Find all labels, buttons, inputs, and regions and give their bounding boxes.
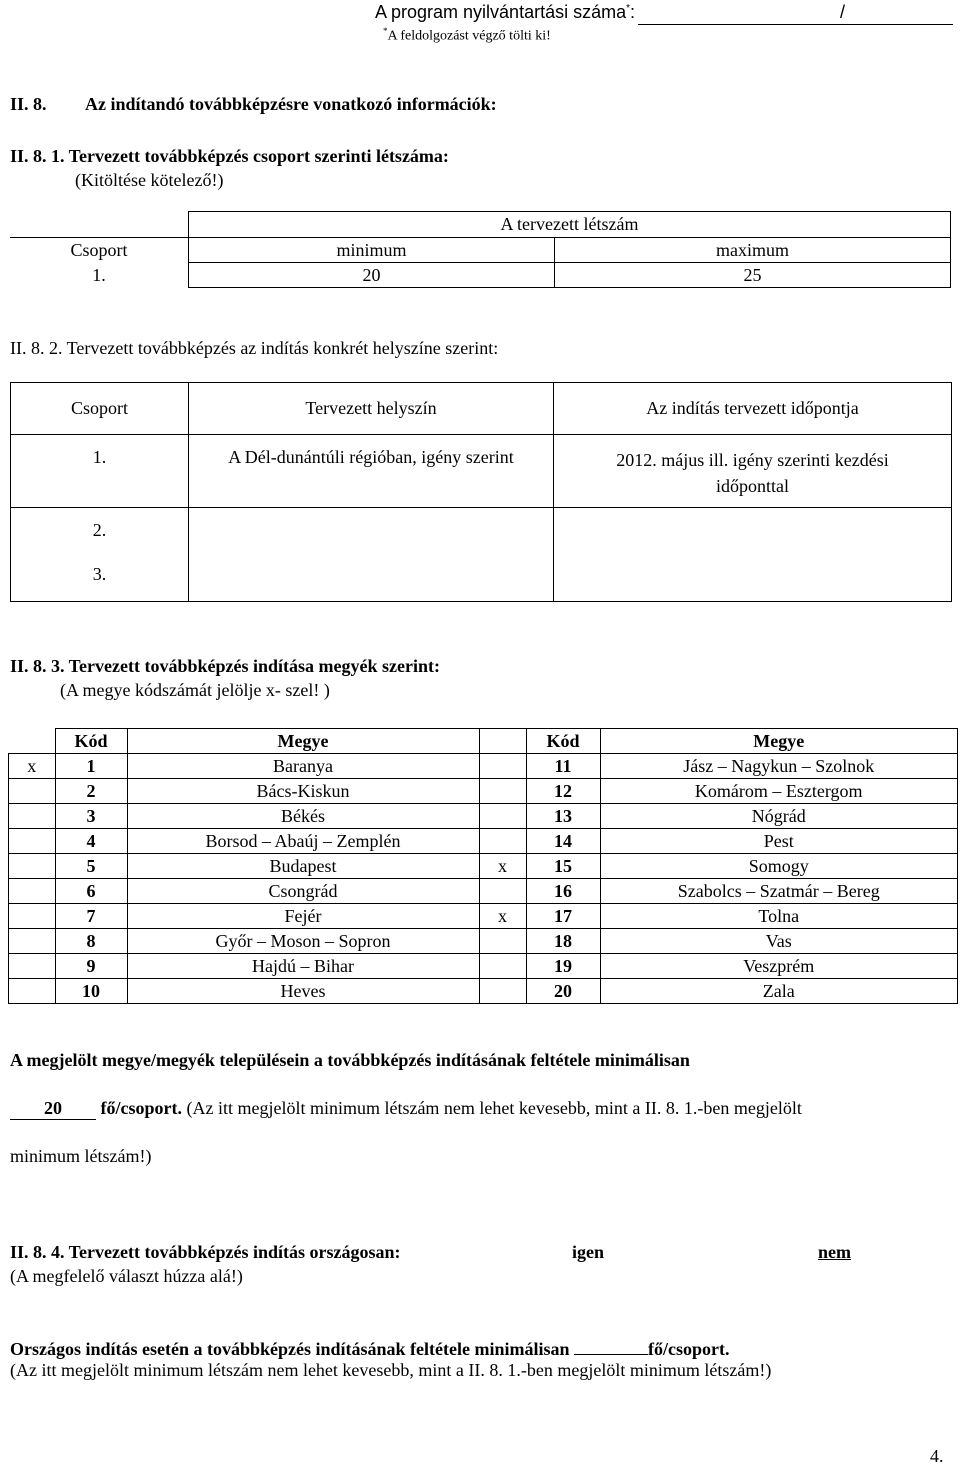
condition-note-a: (Az itt megjelölt minimum létszám nem lehet kevesebb, mint a II. 8. 1.-ben megjelölt	[186, 1098, 802, 1118]
county-name-cell: Veszprém	[600, 954, 958, 979]
col-county-1: Megye	[127, 729, 479, 754]
mark-cell[interactable]	[479, 879, 526, 904]
county-name-cell: Győr – Moson – Sopron	[127, 929, 479, 954]
code-cell: 4	[55, 829, 127, 854]
national-unit: fő/csoport.	[648, 1339, 730, 1359]
mark-cell[interactable]	[9, 904, 56, 929]
county-name-cell: Jász – Nagykun – Szolnok	[600, 754, 958, 779]
code-cell: 5	[55, 854, 127, 879]
program-number-field[interactable]	[638, 2, 953, 25]
code-cell: 10	[55, 979, 127, 1004]
mark-cell[interactable]: x	[479, 904, 526, 929]
min-headcount-value[interactable]: 20	[10, 1098, 96, 1120]
county-row	[9, 979, 958, 1004]
county-name-cell: Zala	[600, 979, 958, 1004]
mark-cell[interactable]	[9, 929, 56, 954]
code-cell: 14	[526, 829, 600, 854]
code-cell: 17	[526, 904, 600, 929]
code-cell: 18	[526, 929, 600, 954]
county-name-cell: Vas	[600, 929, 958, 954]
col-start-time: Az indítás tervezett időpontja	[554, 383, 952, 435]
code-cell: 2	[55, 779, 127, 804]
row-group: 1.	[10, 263, 189, 288]
mark-cell[interactable]	[9, 979, 56, 1004]
col-code-2: Kód	[526, 729, 600, 754]
mark-cell[interactable]	[479, 754, 526, 779]
mark-cell[interactable]	[479, 804, 526, 829]
mark-cell[interactable]	[479, 954, 526, 979]
option-no[interactable]: nem	[818, 1242, 851, 1262]
planned-headcount-header: A tervezett létszám	[189, 212, 951, 238]
county-name-cell: Bács-Kiskun	[127, 779, 479, 804]
county-row	[9, 754, 958, 779]
county-row	[9, 779, 958, 804]
county-name-cell: Csongrád	[127, 879, 479, 904]
national-condition-text: Országos indítás esetén a továbbképzés indításának feltétele minimálisan	[10, 1339, 570, 1359]
section-8-1-title: II. 8. 1. Tervezett továbbképzés csoport szerinti létszáma:	[10, 146, 449, 166]
code-cell: 20	[526, 979, 600, 1004]
page-number: 4.	[930, 1446, 944, 1466]
condition-note-b: minimum létszám!)	[10, 1146, 152, 1166]
mark-cell[interactable]	[479, 979, 526, 1004]
county-name-cell: Borsod – Abaúj – Zemplén	[127, 829, 479, 854]
county-name-cell: Baranya	[127, 754, 479, 779]
program-number-text: A program nyilvántartási száma	[375, 2, 627, 22]
mark-cell[interactable]: x	[479, 854, 526, 879]
code-cell: 9	[55, 954, 127, 979]
col-group: Csoport	[11, 383, 189, 435]
program-number-slash: /	[840, 2, 846, 22]
location-row-3-group: 3.	[92, 564, 107, 584]
location-table	[10, 382, 952, 602]
county-name-cell: Fejér	[127, 904, 479, 929]
processing-note	[383, 26, 551, 45]
code-cell: 19	[526, 954, 600, 979]
condition-text: A megjelölt megye/megyék településein a továbbképzés indításának feltétele minimálisan	[10, 1050, 690, 1070]
county-name-cell: Szabolcs – Szatmár – Bereg	[600, 879, 958, 904]
condition-line	[10, 1098, 802, 1120]
code-cell: 3	[55, 804, 127, 829]
county-row	[9, 829, 958, 854]
row-minimum[interactable]: 20	[189, 263, 555, 288]
mark-cell[interactable]	[9, 854, 56, 879]
county-name-cell: Somogy	[600, 854, 958, 879]
county-name-cell: Budapest	[127, 854, 479, 879]
section-8-3-title: II. 8. 3. Tervezett továbbképzés indítása megyék szerint:	[10, 656, 440, 676]
mark-cell[interactable]	[9, 779, 56, 804]
location-row-2-3-place[interactable]	[189, 508, 554, 602]
col-group: Csoport	[10, 238, 189, 263]
location-row-2-group: 2.	[92, 520, 107, 540]
code-cell: 16	[526, 879, 600, 904]
location-row-2-3-group	[11, 508, 189, 602]
col-maximum: maximum	[555, 238, 951, 263]
county-row	[9, 929, 958, 954]
code-cell: 11	[526, 754, 600, 779]
code-cell: 8	[55, 929, 127, 954]
footnote-star: *	[626, 3, 631, 14]
headcount-table	[10, 211, 951, 288]
national-note: (Az itt megjelölt minimum létszám nem lehet kevesebb, mint a II. 8. 1.-ben megjelölt minimum létszám!)	[10, 1360, 772, 1380]
section-8-1-note: (Kitöltése kötelező!)	[75, 170, 224, 190]
mark-cell[interactable]	[479, 829, 526, 854]
section-8-title: Az indítandó továbbképzésre vonatkozó információk:	[85, 94, 497, 114]
county-name-cell: Békés	[127, 804, 479, 829]
mark-cell[interactable]	[9, 954, 56, 979]
county-name-cell: Komárom – Esztergom	[600, 779, 958, 804]
location-row-1-group: 1.	[11, 435, 189, 508]
code-cell: 15	[526, 854, 600, 879]
section-8-3-note: (A megye kódszámát jelölje x- szel! )	[60, 680, 330, 700]
mark-cell[interactable]: x	[9, 754, 56, 779]
col-minimum: minimum	[189, 238, 555, 263]
county-name-cell: Nógrád	[600, 804, 958, 829]
county-table	[8, 728, 958, 1004]
location-row-1-place[interactable]: A Dél-dunántúli régióban, igény szerint	[189, 435, 554, 508]
county-row	[9, 854, 958, 879]
code-cell: 6	[55, 879, 127, 904]
county-name-cell: Heves	[127, 979, 479, 1004]
location-row-2-3-time[interactable]	[554, 508, 952, 602]
national-condition-line	[10, 1338, 730, 1360]
time-line-2: időponttal	[716, 476, 789, 496]
county-name-cell: Tolna	[600, 904, 958, 929]
county-row	[9, 904, 958, 929]
county-row	[9, 804, 958, 829]
col-place: Tervezett helyszín	[189, 383, 554, 435]
mark-cell[interactable]	[9, 879, 56, 904]
section-8-2-title: II. 8. 2. Tervezett továbbképzés az indítás konkrét helyszíne szerint:	[10, 338, 499, 358]
colon: :	[630, 2, 636, 22]
note-text: A feldolgozást végző tölti ki!	[387, 28, 551, 44]
min-headcount-unit: fő/csoport.	[100, 1098, 182, 1118]
mark-cell[interactable]	[9, 804, 56, 829]
county-name-cell: Pest	[600, 829, 958, 854]
col-county-2: Megye	[600, 729, 958, 754]
code-cell: 1	[55, 754, 127, 779]
mark-cell[interactable]	[9, 829, 56, 854]
col-code-1: Kód	[55, 729, 127, 754]
mark-cell[interactable]	[479, 929, 526, 954]
section-8-4-title: II. 8. 4. Tervezett továbbképzés indítás országosan:	[10, 1242, 401, 1262]
location-row-1-time[interactable]	[554, 435, 952, 508]
code-cell: 7	[55, 904, 127, 929]
county-row	[9, 879, 958, 904]
code-cell: 12	[526, 779, 600, 804]
national-min-field[interactable]	[574, 1338, 648, 1355]
section-8-number: II. 8.	[10, 94, 47, 114]
program-number-label	[375, 2, 635, 23]
code-cell: 13	[526, 804, 600, 829]
section-8-4-note: (A megfelelő választ húzza alá!)	[10, 1266, 243, 1286]
time-line-1: 2012. május ill. igény szerinti kezdési	[616, 450, 889, 470]
county-row	[9, 954, 958, 979]
mark-cell[interactable]	[479, 779, 526, 804]
option-yes[interactable]: igen	[572, 1242, 605, 1262]
county-name-cell: Hajdú – Bihar	[127, 954, 479, 979]
section-8-heading	[10, 94, 497, 115]
row-maximum[interactable]: 25	[555, 263, 951, 288]
note-star: *	[383, 26, 388, 36]
